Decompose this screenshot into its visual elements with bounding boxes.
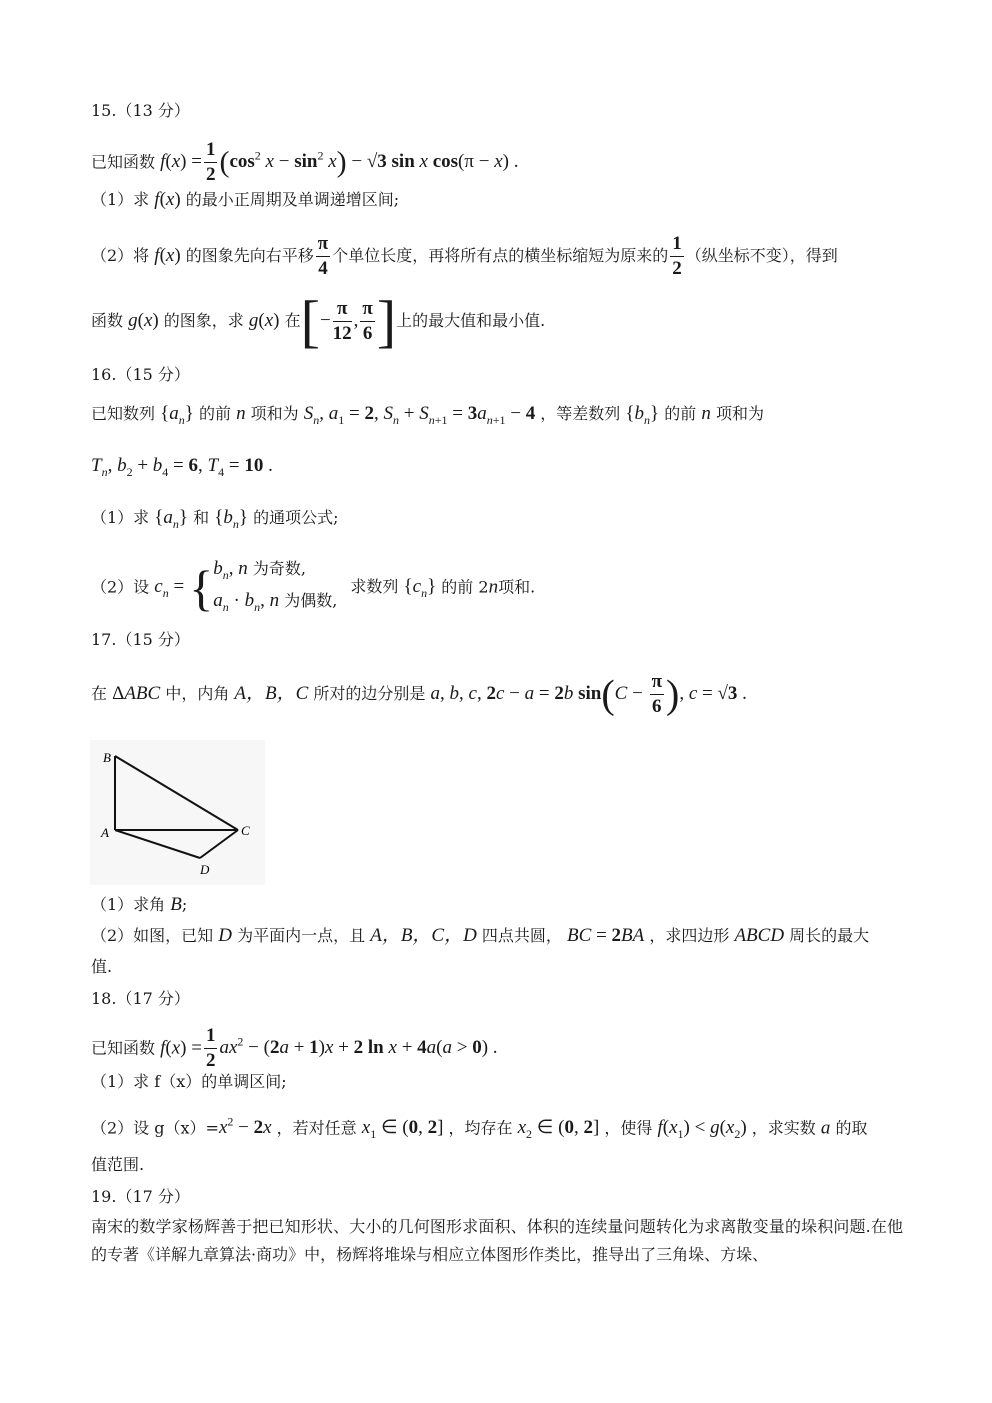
q15-part2-line1: （2）将 f(x) 的图象先向右平移 $\frac{\pi}{4}$ 个单位长度，再将所有点的横坐标缩短为原来的 $\frac{1}{2}$ （纵坐标不变），得到 — [91, 233, 838, 279]
q16-stem-line2: $T_n$, $b_2 + b_4 = 6$, $T_4 = 10$ . — [91, 455, 273, 479]
q18-part2-line2: 值范围. — [91, 1155, 145, 1174]
q15-part2-line2: 函数 g(x) 的图象，求 g(x) 在[− $\frac{\pi}{12}$ , $\frac{\pi}{6}$ ]上的最大值和最小值. — [91, 288, 546, 354]
q16-part2: （2）设 $c_n$ = { $b_n$, n 为奇数, $a_n \cdot b_n$, n 为偶数, 求数列 $\{c_n\}$ 的前 2n项和. — [91, 558, 536, 616]
q16-header: 16.（15 分） — [91, 365, 190, 384]
q17-part1: （1）求角 B; — [91, 894, 188, 915]
q16-stem-line1: 已知数列 $\{a_n\}$ 的前 n 项和为 $S_n$, $a_1 = 2$, $S_n + S_{n+1} = 3a_{n+1} - 4$ ，等差数列 $\{b_n\}$ 的前 n 项和为 — [91, 403, 764, 427]
figure-background — [90, 740, 265, 885]
vertex-label-a: A — [101, 825, 109, 840]
vertex-label-c: C — [241, 823, 250, 838]
q17-header: 17.（15 分） — [91, 630, 190, 649]
q17-part2-line1: （2）如图，已知 D 为平面内一点，且 A，B，C，D 四点共圆， BC = 2BA ，求四边形 ABCD 周长的最大 — [91, 925, 870, 946]
q15-stem-prefix: 已知函数 — [91, 152, 156, 172]
vertex-label-b: B — [103, 750, 111, 765]
q19-text: 南宋的数学家杨辉善于把已知形状、大小的几何图形求面积、体积的连续量问题转化为求离散变量的垛积问题.在他的专著《详解九章算法·商功》中，杨辉将堆垛与相应立体图形作类比，推导出了三角垛、方垛、 — [91, 1217, 903, 1264]
quadrilateral-figure — [90, 740, 265, 885]
q19-header: 19.（17 分） — [91, 1187, 190, 1206]
q18-header: 18.（17 分） — [91, 989, 190, 1008]
q18-stem: 已知函数 f(x) = $\frac{1}{2}$ $ax^2 - (2a + 1)x + 2$ ln x + 4a(a > 0) . — [91, 1025, 498, 1072]
q15-part1: （1）求 f(x) 的最小正周期及单调递增区间; — [91, 189, 400, 210]
q15-header: 15.（13 分） — [91, 101, 190, 120]
q15-stem — [91, 132, 518, 187]
q16-part1: （1）求 $\{a_n\}$ 和 $\{b_n\}$ 的通项公式; — [91, 507, 339, 531]
q18-part1: （1）求 f（x）的单调区间; — [91, 1072, 287, 1091]
vertex-label-d: D — [200, 862, 210, 877]
q15-function-formula: f(x) = $\frac{1}{2}$ ($\cos^2$ $x - \sin^2 x) - √3$ sin x cos(π − x) . — [160, 139, 519, 186]
q17-part2-line2: 值. — [91, 957, 113, 976]
q18-part2-line1: （2）设 $g(x)=x^2 - 2x$ ，若对任意 $x_1$ ∈ (0, 2] ，均存在 $x_2$ ∈ (0, 2] ，使得 $f(x_1) < g(x_2)$ ，求实数 a 的取 — [91, 1115, 868, 1142]
q17-stem: 在 ΔABC 中，内角 A，B，C 所对的边分别是 a, b, c, 2c − a = 2b sin(C − $\frac{\pi}{6}$ ), c = √3 . — [91, 671, 747, 717]
